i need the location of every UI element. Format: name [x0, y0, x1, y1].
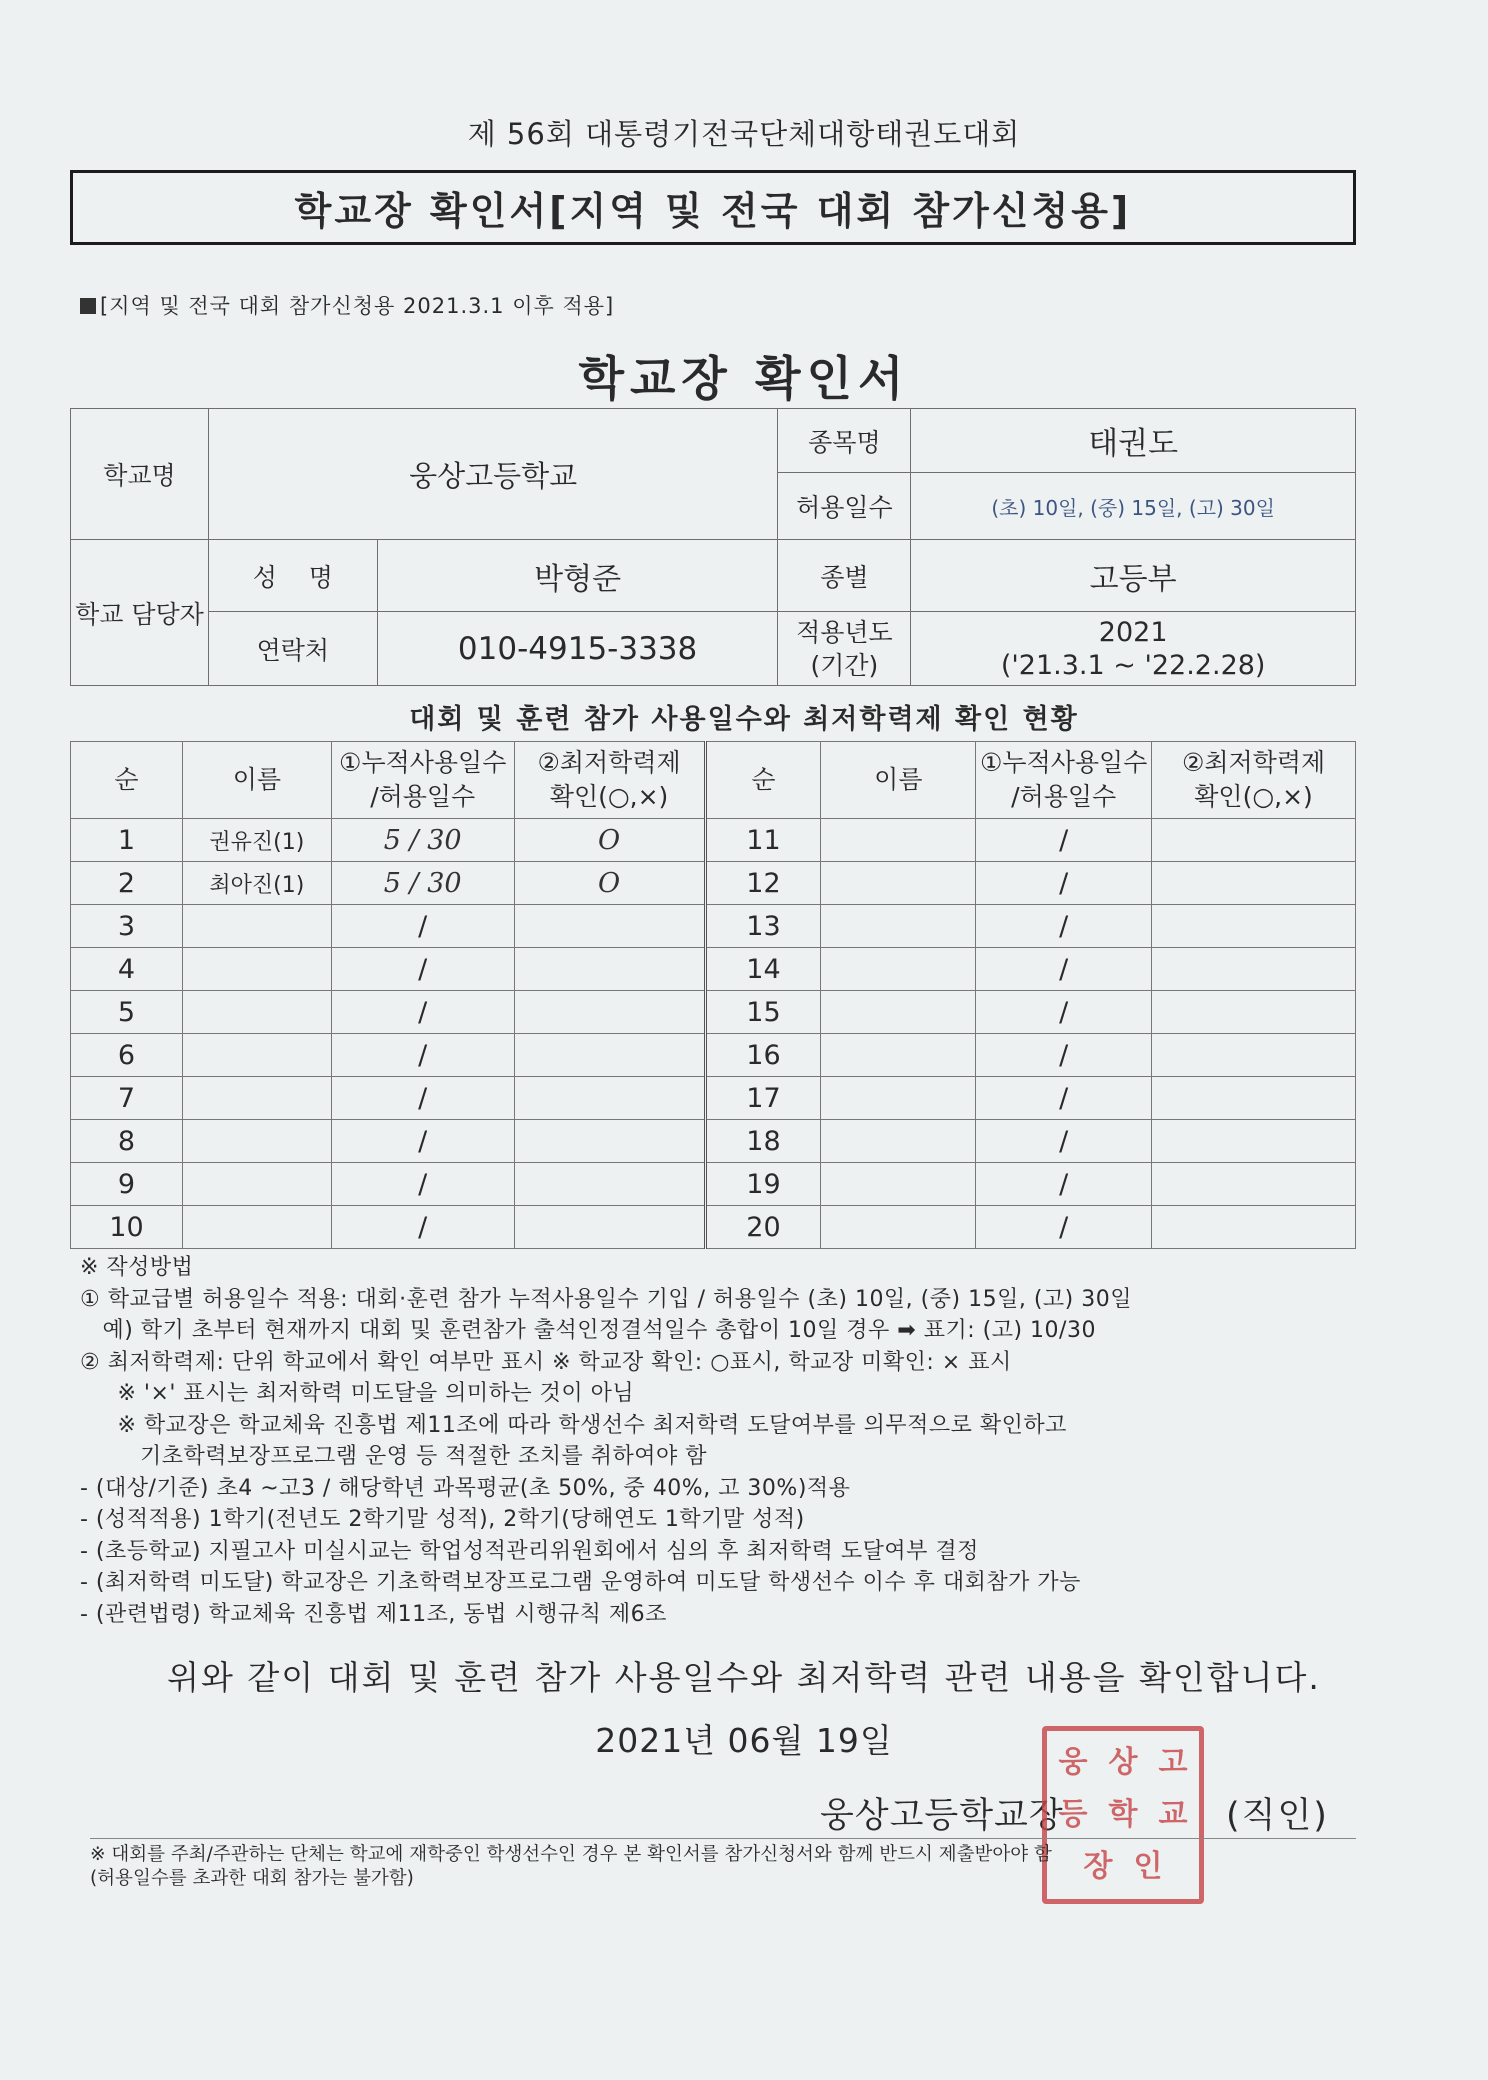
row-number: 7 [71, 1077, 183, 1120]
allowed-days-label: 허용일수 [778, 473, 911, 540]
issue-date: 2021년 06월 19일 [595, 1721, 893, 1760]
header-academic-1: ②최저학력제 [537, 748, 681, 777]
row-number: 20 [705, 1206, 821, 1249]
period-value: ('21.3.1 ~ '22.2.28) [1000, 649, 1266, 681]
student-name [182, 1034, 331, 1077]
header-academic-2-right: 확인(○,×) [1194, 782, 1313, 811]
instruction-line: - (대상/기준) 초4 ~고3 / 해당학년 과목평균(초 50%, 중 40%, 고 30%)적용 [80, 1475, 851, 1501]
form-title: 학교장 확인서[지역 및 전국 대회 참가신청용] [70, 170, 1356, 245]
header-no-right: 순 [705, 742, 821, 819]
table-row [71, 991, 1356, 1034]
header-name: 이름 [182, 742, 331, 819]
table-row [71, 1034, 1356, 1077]
row-number: 6 [71, 1034, 183, 1077]
academic-check [1152, 905, 1356, 948]
division-value: 고등부 [911, 540, 1356, 612]
academic-check [514, 1120, 705, 1163]
year-value: 2021 [1098, 616, 1168, 648]
instructions [80, 1252, 1380, 1630]
days-used: / [976, 1120, 1152, 1163]
row-number: 4 [71, 948, 183, 991]
year-label-2: (기간) [810, 650, 879, 680]
seal-glyph: 인 [1133, 1849, 1163, 1884]
instruction-line: - (최저학력 미도달) 학교장은 기초학력보장프로그램 운영하여 미도달 학생선수 이수 후 대회참가 가능 [80, 1570, 1081, 1595]
academic-check [514, 948, 705, 991]
student-name [182, 991, 331, 1034]
footer-divider [90, 1838, 1356, 1839]
academic-check: O [514, 862, 705, 905]
person-name: 박형준 [377, 540, 778, 612]
student-name [182, 905, 331, 948]
student-name [821, 1077, 976, 1120]
seal-glyph: 장 [1083, 1849, 1113, 1884]
table-row [71, 819, 1356, 862]
student-name: 권유진(1) [182, 819, 331, 862]
header-name-right: 이름 [821, 742, 976, 819]
instruction-line: ※ '×' 표시는 최저학력 미도달을 의미하는 것이 아님 [80, 1381, 635, 1406]
row-number: 3 [71, 905, 183, 948]
academic-check [1152, 862, 1356, 905]
document-heading: 학교장 확인서 [578, 352, 910, 407]
academic-check [1152, 1120, 1356, 1163]
row-number: 15 [705, 991, 821, 1034]
academic-check [514, 1034, 705, 1077]
row-number: 12 [705, 862, 821, 905]
academic-check [514, 991, 705, 1034]
table-row [71, 1206, 1356, 1249]
days-used: / [331, 1077, 514, 1120]
instruction-line: - (성적적용) 1학기(전년도 2학기말 성적), 2학기(당해연도 1학기말 성적) [80, 1507, 805, 1532]
row-number: 17 [705, 1077, 821, 1120]
academic-check [514, 1077, 705, 1120]
info-table [70, 408, 1356, 686]
row-number: 11 [705, 819, 821, 862]
instruction-line: ② 최저학력제: 단위 학교에서 확인 여부만 표시 ※ 학교장 확인: ○표시, 학교장 미확인: × 표시 [80, 1349, 1012, 1375]
row-number: 18 [705, 1120, 821, 1163]
row-number: 2 [71, 862, 183, 905]
row-number: 10 [71, 1206, 183, 1249]
division-label: 종별 [778, 540, 911, 612]
year-label-1: 적용년도 [796, 617, 893, 647]
student-name [182, 1163, 331, 1206]
days-used: / [331, 991, 514, 1034]
days-used: / [331, 948, 514, 991]
phone-label: 연락처 [208, 612, 377, 686]
days-used: / [976, 991, 1152, 1034]
row-number: 8 [71, 1120, 183, 1163]
header-days-1: ①누적사용일수 [339, 748, 507, 777]
confirmation-statement: 위와 같이 대회 및 훈련 참가 사용일수와 최저학력 관련 내용을 확인합니다. [167, 1658, 1321, 1697]
sport-value: 태권도 [911, 409, 1356, 473]
student-name [821, 1120, 976, 1163]
student-name [821, 862, 976, 905]
table-row [71, 1120, 1356, 1163]
applicability-note [80, 290, 614, 320]
footnote-line-1: ※ 대회를 주최/주관하는 단체는 학교에 재학중인 학생선수인 경우 본 확인서를 참가신청서와 함께 반드시 제출받아야 함 [90, 1844, 1052, 1865]
academic-check [1152, 1163, 1356, 1206]
academic-check [1152, 948, 1356, 991]
days-used: / [976, 862, 1152, 905]
status-title: 대회 및 훈련 참가 사용일수와 최저학력제 확인 현황 [409, 704, 1079, 735]
student-name [821, 1163, 976, 1206]
table-row [71, 948, 1356, 991]
student-name [821, 1206, 976, 1249]
student-name [821, 819, 976, 862]
instruction-line: ※ 작성방법 [80, 1255, 194, 1280]
days-used: / [331, 905, 514, 948]
table-row [71, 905, 1356, 948]
days-used: / [976, 948, 1152, 991]
header-days-1-right: ①누적사용일수 [980, 748, 1148, 777]
academic-check [514, 1206, 705, 1249]
footnote-line-2: (허용일수를 초과한 대회 참가는 불가함) [90, 1868, 414, 1889]
header-academic-1-right: ②최저학력제 [1181, 748, 1326, 777]
square-bullet-icon [80, 298, 96, 314]
academic-check [1152, 1206, 1356, 1249]
student-name [182, 948, 331, 991]
student-name [182, 1206, 331, 1249]
instruction-line: 기초학력보장프로그램 운영 등 적절한 조치를 취하여야 함 [80, 1444, 707, 1469]
signer-name: 웅상고등학교장 [820, 1796, 1064, 1836]
academic-check: O [514, 819, 705, 862]
student-name [182, 1120, 331, 1163]
header-days-2-right: /허용일수 [1011, 782, 1117, 811]
allowed-days-value: (초) 10일, (중) 15일, (고) 30일 [911, 473, 1356, 540]
student-name [821, 905, 976, 948]
row-number: 1 [71, 819, 183, 862]
person-name-label: 성 명 [208, 540, 377, 612]
academic-check [514, 1163, 705, 1206]
contact-group-label: 학교 담당자 [71, 540, 209, 686]
academic-check [1152, 1077, 1356, 1120]
row-number: 16 [705, 1034, 821, 1077]
student-name: 최아진(1) [182, 862, 331, 905]
academic-check [1152, 991, 1356, 1034]
days-used: / [976, 1206, 1152, 1249]
days-used: / [331, 1206, 514, 1249]
row-number: 5 [71, 991, 183, 1034]
row-number: 13 [705, 905, 821, 948]
days-used: / [331, 1163, 514, 1206]
academic-check [514, 905, 705, 948]
instruction-line: 예) 학기 초부터 현재까지 대회 및 훈련참가 출석인정결석일수 총합이 10일 경우 ➡ 표기: (고) 10/30 [80, 1318, 1096, 1343]
seal-label: (직인) [1226, 1796, 1329, 1836]
table-row [71, 1163, 1356, 1206]
row-number: 14 [705, 948, 821, 991]
school-name-label: 학교명 [71, 409, 209, 540]
days-used: / [331, 1120, 514, 1163]
row-number: 19 [705, 1163, 821, 1206]
school-name: 웅상고등학교 [208, 409, 778, 540]
official-seal [1042, 1726, 1204, 1904]
competition-title: 제 56회 대통령기전국단체대항태권도대회 [467, 117, 1021, 151]
days-used: 5 / 30 [331, 862, 514, 905]
instruction-line: - (관련법령) 학교체육 진흥법 제11조, 동법 시행규칙 제6조 [80, 1601, 667, 1627]
days-used: / [976, 1077, 1152, 1120]
instruction-line: ① 학교급별 허용일수 적용: 대회·훈련 참가 누적사용일수 기입 / 허용일수 (초) 10일, (중) 15일, (고) 30일 [80, 1286, 1132, 1312]
days-used: / [976, 1034, 1152, 1077]
seal-glyph: 등 [1058, 1797, 1088, 1832]
days-used: / [976, 819, 1152, 862]
header-academic-2: 확인(○,×) [549, 782, 669, 811]
instruction-line: - (초등학교) 지필고사 미실시교는 학업성적관리위원회에서 심의 후 최저학력 도달여부 결정 [80, 1538, 979, 1564]
table-row [71, 862, 1356, 905]
seal-glyph: 교 [1158, 1797, 1188, 1832]
header-no: 순 [71, 742, 183, 819]
seal-glyph: 고 [1158, 1745, 1188, 1780]
sport-label: 종목명 [778, 409, 911, 473]
table-row [71, 1077, 1356, 1120]
student-name [821, 948, 976, 991]
student-name [182, 1077, 331, 1120]
days-used: 5 / 30 [331, 819, 514, 862]
student-name [821, 991, 976, 1034]
seal-glyph: 학 [1108, 1797, 1138, 1832]
applicability-note-text: [지역 및 전국 대회 참가신청용 2021.3.1 이후 적용] [100, 294, 615, 318]
footnote [90, 1843, 1052, 1891]
status-table [70, 741, 1356, 1249]
seal-glyph: 웅 [1058, 1745, 1088, 1780]
academic-check [1152, 1034, 1356, 1077]
days-used: / [976, 905, 1152, 948]
academic-check [1152, 819, 1356, 862]
days-used: / [976, 1163, 1152, 1206]
instruction-line: ※ 학교장은 학교체육 진흥법 제11조에 따라 학생선수 최저학력 도달여부를 의무적으로 확인하고 [80, 1412, 1067, 1438]
row-number: 9 [71, 1163, 183, 1206]
days-used: / [331, 1034, 514, 1077]
seal-glyph: 상 [1108, 1745, 1138, 1780]
header-days-2: /허용일수 [370, 782, 476, 811]
student-name [821, 1034, 976, 1077]
phone-value: 010-4915-3338 [377, 612, 778, 686]
